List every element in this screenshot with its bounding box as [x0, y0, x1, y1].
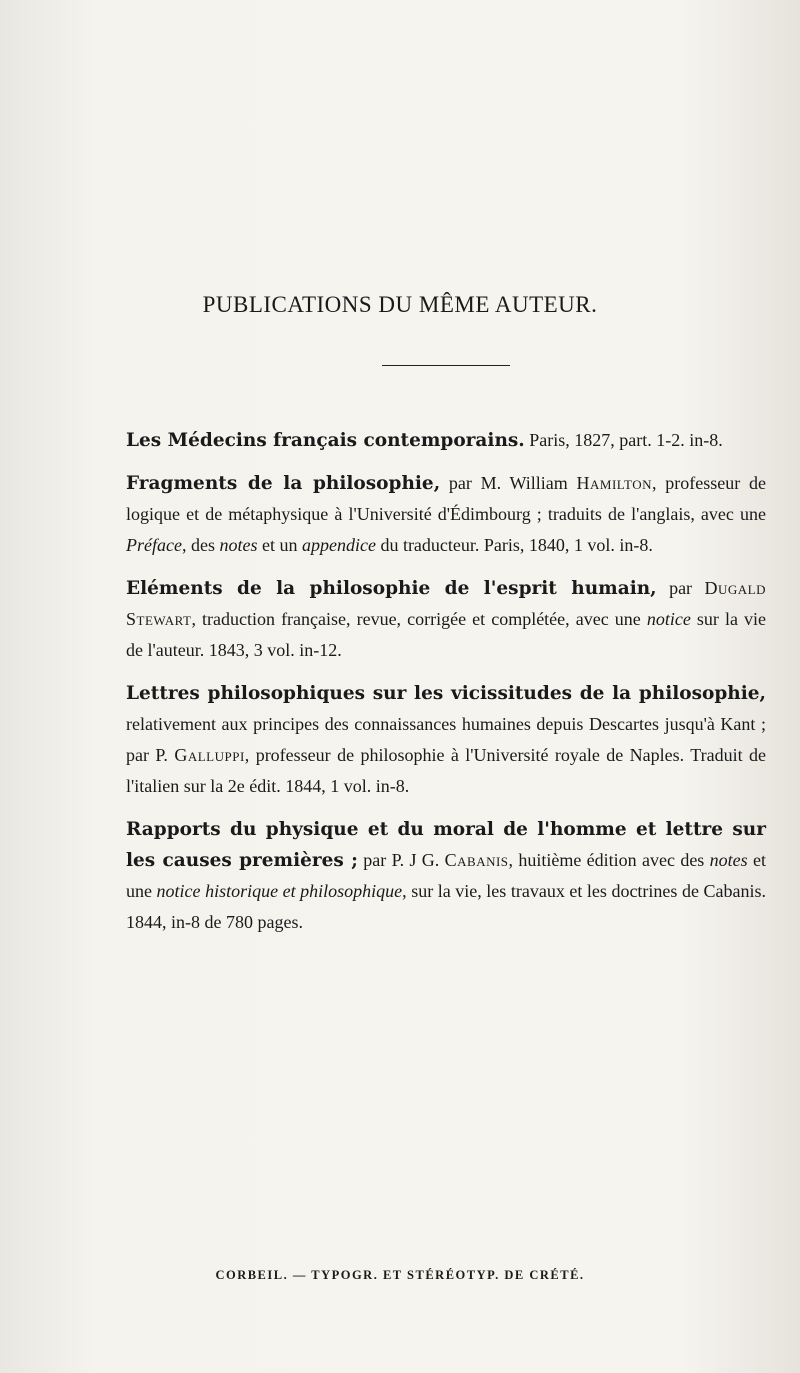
entry-title: Les Médecins français contemporains.	[126, 430, 525, 451]
entry-title: Rapports du physique et du moral de l'homme et lettre sur les causes premières ;	[126, 819, 766, 871]
entry-author: Dugald Stewart	[126, 578, 766, 629]
entry-details: , des	[181, 535, 220, 555]
publication-entry	[126, 468, 766, 561]
entry-details: du traducteur. Paris, 1840, 1 vol. in-8.	[375, 535, 653, 555]
entry-italic: notice historique et philosophique	[156, 881, 403, 901]
publication-entry	[126, 573, 766, 666]
entry-details: relativement aux principes des connaissances humaines depuis Descartes jusqu'à Kant ; par P.	[126, 714, 766, 765]
entry-details: par P. J G.	[357, 850, 445, 870]
entry-details: et une	[126, 850, 766, 901]
entry-details: et un	[257, 535, 302, 555]
entry-title: Lettres philosophiques sur les vicissitudes de la philosophie,	[126, 683, 766, 704]
publications-list	[126, 425, 766, 950]
entry-details: Paris, 1827, part. 1-2. in-8.	[524, 430, 723, 450]
publication-entry	[126, 678, 766, 802]
entry-details: , sur la vie, les travaux et les doctrines de Cabanis. 1844, in-8 de 780 pages.	[126, 881, 766, 932]
entry-author: Galluppi	[174, 745, 245, 765]
entry-author: Hamilton	[576, 473, 653, 493]
entry-italic: notes	[709, 850, 748, 870]
page-title: PUBLICATIONS DU MÊME AUTEUR.	[202, 292, 598, 317]
entry-italic: appendice	[301, 535, 376, 555]
entry-italic: notes	[219, 535, 258, 555]
entry-details: par M. William	[440, 473, 577, 493]
printer-imprint: CORBEIL. — TYPOGR. ET STÉRÉOTYP. DE CRÉTÉ.	[215, 1268, 585, 1282]
entry-details: , professeur de philosophie à l'Université royale de Naples. Traduit de l'italien sur la 2e édit. 1844, 1 vol. in-8.	[126, 745, 766, 796]
divider	[382, 365, 510, 366]
entry-italic: Préface	[126, 535, 182, 555]
publication-entry	[126, 425, 766, 456]
entry-details: sur la vie de l'auteur. 1843, 3 vol. in-12.	[126, 609, 766, 660]
entry-details: , traduction française, revue, corrigée et complétée, avec une	[191, 609, 647, 629]
publication-entry	[126, 814, 766, 938]
entry-details: , professeur de logique et de métaphysique à l'Université d'Édimbourg ; traduits de l'anglais, avec une	[126, 473, 766, 524]
entry-author: Cabanis	[444, 850, 509, 870]
entry-title: Eléments de la philosophie de l'esprit humain,	[126, 578, 657, 599]
entry-details: , huitième édition avec des	[508, 850, 710, 870]
entry-italic: notice	[646, 609, 691, 629]
entry-details: par	[656, 578, 705, 598]
entry-title: Fragments de la philosophie,	[126, 473, 441, 494]
